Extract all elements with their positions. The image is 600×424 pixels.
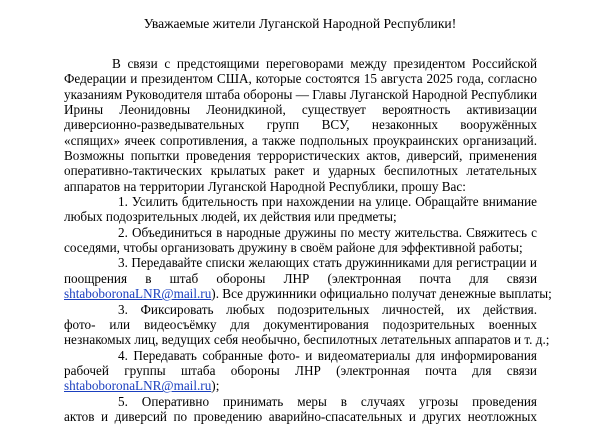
list-item-line: рабочей группы штаба обороны ЛНР (электронная почта для связи (64, 362, 537, 378)
document-body (64, 56, 552, 424)
intro-line: Федерации и президентом США, которые состоятся 15 августа 2025 года, согласно (64, 71, 537, 87)
list-item (64, 301, 550, 348)
list-item-tail: ); (211, 378, 220, 394)
list-item (64, 348, 537, 394)
list-item-line: поощрения в штаб обороны ЛНР (электронная почта для связи (64, 270, 537, 286)
list-item-line: незнакомых лиц, ведущих себя необычно, беспилотных летательных аппаратов и т. д.; (64, 332, 550, 348)
list-item-line: любых подозрительных людей, их действия или предметы; (64, 209, 397, 225)
intro-paragraph (64, 56, 537, 194)
list-item (64, 225, 537, 256)
list-item-line: 5. Оперативно принимать меры в случаях угрозы проведения (118, 393, 537, 409)
list-item-line (64, 378, 537, 393)
email-link[interactable]: shtaboboronaLNR@mail.ru (64, 378, 212, 394)
email-link[interactable]: shtaboboronaLNR@mail.ru (64, 286, 212, 302)
list-item (64, 194, 537, 225)
intro-line: диверсионно-разведывательных групп ВСУ, незаконных вооружённых (64, 117, 537, 133)
list-item-line: 2. Объединиться в народные дружины по месту жительства. Свяжитесь с (118, 224, 537, 240)
list-item-line: фото- или видеосъёмку для документирования подозрительных военных (64, 316, 537, 332)
list-item (64, 394, 537, 424)
intro-line: В связи с предстоящими переговорами между президентом Российской (112, 56, 537, 71)
list-item-line: 3. Передавайте списки желающих стать дружинниками для регистрации и (118, 255, 537, 271)
intro-line: «спящих» ячеек сопротивления, а также подпольных проукраинских организаций. (64, 132, 537, 148)
document-title: Уважаемые жители Луганской Народной Республики! (143, 16, 457, 31)
list-item-tail: ). Все дружинники официально получат денежные выплаты; (211, 286, 552, 302)
intro-line: оперативно-тактических крылатых ракет и ударных беспилотных летательных (64, 163, 537, 179)
intro-line: аппаратов на территории Луганской Народной Республики, прошу Вас: (64, 178, 466, 194)
list-item-line: соседями, чтобы организовать дружину в своём районе для эффективной работы; (64, 240, 523, 256)
list-item-line: 3. Фиксировать любых подозрительных личностей, их действия. (118, 301, 537, 317)
list-item-line: 1. Усилить бдительность при нахождении на улице. Обращайте внимание (118, 194, 537, 210)
list-item-line: 4. Передавать собранные фото- и видеоматериалы для информирования (118, 347, 537, 363)
list-item-line (64, 286, 552, 302)
intro-line: Ирины Леонидовны Леонидкиной, существует вероятность активизации (64, 102, 537, 118)
intro-line: Возможны попытки проведения террористических актов, диверсий, применения (64, 148, 537, 164)
list-item-line: актов и диверсий по проведению аварийно-спасательных и других неотложных (64, 408, 537, 424)
list-item (64, 255, 552, 302)
intro-line: указаниям Руководителя штаба обороны — Главы Луганской Народной Республики (64, 86, 537, 102)
